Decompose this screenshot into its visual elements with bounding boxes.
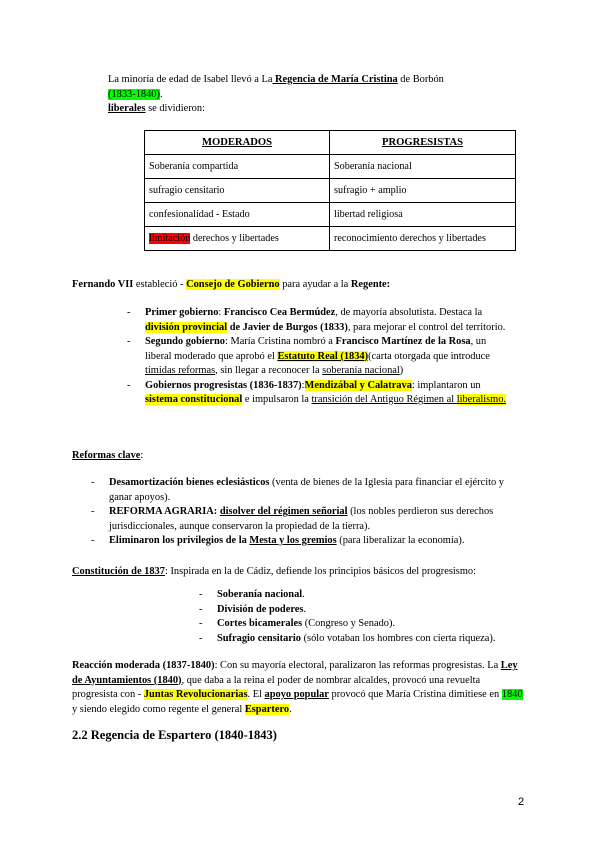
- list-item: [91, 505, 521, 534]
- table-header-row: [145, 131, 516, 155]
- primer-gobierno-label: Primer gobierno: [145, 307, 219, 318]
- list-item: [127, 306, 513, 335]
- text: , de mayoría absolutista. Destaca la: [335, 307, 483, 318]
- estatuto-real: Estatuto Real (1834): [277, 350, 369, 362]
- fernando-name: Fernando VII: [72, 279, 134, 290]
- text: (venta de bienes de la Iglesia para financiar el ejército y ganar apoyos).: [109, 477, 504, 503]
- dash-marker: -: [199, 603, 203, 615]
- regencia-maria-cristina: Regencia de María Cristina: [272, 74, 398, 85]
- table-cell: sufragio + amplio: [330, 179, 516, 203]
- text: e impulsaron la: [242, 394, 312, 405]
- liberales-label: liberales: [108, 103, 146, 114]
- header-moderados: MODERADOS: [145, 131, 330, 155]
- principle-bold: Sufragio censitario: [217, 632, 301, 644]
- page-number: 2: [518, 796, 525, 808]
- text: provocó que María Cristina dimitiese en: [328, 689, 502, 700]
- segundo-gobierno-label: Segundo gobierno: [145, 336, 225, 347]
- principle-bold: Cortes bicamerales: [217, 618, 303, 629]
- list-item: [127, 379, 513, 408]
- principle-bold: Soberanía nacional: [217, 589, 303, 600]
- dash-marker: -: [91, 535, 95, 546]
- constitucion-1837: Constitución de 1837: [72, 566, 165, 577]
- limitacion-rest: derechos y libertades: [190, 233, 279, 244]
- ley-ayuntamientos: Ley de Ayuntamientos (1840): [72, 660, 518, 686]
- text: (los nobles perdieron sus derechos jurisdiccionales, aunque conservaron la propiedad de la tierra).: [109, 506, 494, 532]
- martinez-de-la-rosa: Francisco Martínez de la Rosa: [335, 336, 471, 347]
- text: (sólo votaban los hombres con cierta riqueza).: [300, 632, 496, 644]
- text: . El: [247, 689, 265, 700]
- dash-marker: -: [127, 379, 131, 391]
- regencia-dates: (1833-1840): [108, 88, 160, 100]
- intro-paragraph: [108, 73, 518, 117]
- table-cell: sufragio censitario: [145, 179, 330, 203]
- table-cell: reconocimiento derechos y libertades: [330, 227, 516, 251]
- constitucion-paragraph: [72, 565, 527, 580]
- javier-de-burgos: de Javier de Burgos (1833): [227, 321, 348, 333]
- principle-bold: División de poderes: [217, 603, 304, 615]
- division-provincial: división provincial: [145, 321, 228, 333]
- list-item: [199, 617, 522, 632]
- dash-marker: -: [199, 618, 203, 629]
- dash-marker: -: [199, 589, 203, 600]
- fernando-paragraph: [72, 278, 522, 293]
- text: (Congreso y Senado).: [302, 618, 396, 629]
- text: .: [302, 589, 305, 600]
- list-item: [91, 534, 521, 549]
- juntas-revolucionarias: Juntas Revolucionarias: [143, 689, 248, 700]
- intro-text-borbon: de Borbón: [397, 74, 444, 85]
- dash-marker: -: [127, 307, 131, 318]
- text: , un liberal moderado que aprobó el: [145, 336, 487, 362]
- espartero: Espartero: [244, 703, 290, 715]
- text: : Inspirada en la de Cádiz, defiende los principios básicos del progresismo:: [164, 566, 477, 577]
- desamortizacion: Desamortización bienes eclesiásticos: [109, 477, 270, 488]
- liberales-text: se dividieron:: [145, 103, 205, 114]
- text: , que daba a la reina el poder de nombrar alcaldes, provocó una revuelta progresista con -: [72, 674, 481, 700]
- list-item: [127, 335, 513, 379]
- text: .: [289, 703, 292, 715]
- table-row: [145, 203, 516, 227]
- cea-bermudez: Francisco Cea Bermúdez: [223, 307, 336, 318]
- transicion-antiguo-regimen: transición del Antiguo Régimen al: [311, 394, 457, 405]
- text: .: [303, 603, 307, 615]
- dash-marker: -: [91, 477, 95, 488]
- intro-text: La minoría de edad de Isabel llevó a La: [108, 74, 273, 85]
- text: : Con su mayoría electoral, paralizaron las reformas progresistas. La: [214, 660, 501, 671]
- eliminaron-privilegios: Eliminaron los privilegios de la: [109, 535, 250, 546]
- reformas-list: [91, 476, 521, 549]
- reformas-title: Reformas clave: [72, 450, 141, 461]
- fernando-text-2: para ayudar a la: [279, 279, 351, 290]
- table-cell: confesionalidad - Estado: [145, 203, 330, 227]
- list-item: [199, 603, 522, 618]
- list-item: [199, 632, 522, 647]
- reforma-agraria: REFORMA AGRARIA:: [109, 506, 220, 517]
- table-cell: Soberanía nacional: [330, 155, 516, 179]
- list-item: [199, 588, 522, 603]
- mendizabal-calatrava: Mendizábal y Calatrava: [304, 379, 412, 391]
- table-cell: Soberanía compartida: [145, 155, 330, 179]
- text: , sin llegar a reconocer la: [215, 365, 323, 376]
- text: (carta otorgada que introduce: [368, 350, 490, 362]
- consejo-gobierno: Consejo de Gobierno: [186, 279, 280, 290]
- reformas-heading: [72, 449, 143, 464]
- text: :: [301, 379, 305, 391]
- fernando-text: estableció -: [133, 279, 187, 290]
- year-1840: 1840: [501, 689, 523, 700]
- reaccion-moderada: Reacción moderada (1837-1840): [72, 660, 215, 671]
- limitacion-highlight: limitación: [149, 233, 191, 244]
- mesta-gremios: Mesta y los gremios: [249, 535, 337, 546]
- gobiernos-list: [127, 306, 513, 408]
- intro-period: .: [159, 88, 163, 100]
- dash-marker: -: [199, 632, 203, 644]
- text: :: [140, 450, 144, 461]
- timidas-reformas: tímidas reformas: [145, 365, 216, 376]
- text: y siendo elegido como regente el general: [72, 703, 245, 715]
- liberalismo: liberalismo.: [456, 394, 507, 405]
- dash-marker: -: [91, 506, 95, 517]
- text: :: [218, 307, 224, 318]
- table-cell: libertad religiosa: [330, 203, 516, 227]
- soberania-nacional-link: soberanía nacional: [322, 365, 400, 376]
- table-cell: [145, 227, 330, 251]
- constitucion-list: [199, 588, 522, 646]
- text: ): [399, 365, 404, 376]
- apoyo-popular: apoyo popular: [264, 689, 329, 700]
- text: : implantaron un: [411, 379, 481, 391]
- text: (para liberalizar la economía).: [336, 535, 465, 546]
- regimen-senorial: disolver del régimen señorial: [219, 506, 348, 517]
- header-progresistas: PROGRESISTAS: [330, 131, 516, 155]
- dash-marker: -: [127, 336, 131, 347]
- section-title: 2.2 Regencia de Espartero (1840-1843): [72, 728, 277, 742]
- gobiernos-progresistas-label: Gobiernos progresistas (1836-1837): [145, 379, 302, 391]
- comparison-table: [144, 130, 516, 251]
- regente-label: Regente:: [350, 279, 391, 290]
- text: : María Cristina nombró a: [224, 336, 336, 347]
- sistema-constitucional: sistema constitucional: [145, 394, 243, 405]
- list-item: [91, 476, 521, 505]
- text: , para mejorar el control del territorio.: [347, 321, 506, 333]
- table-row: [145, 227, 516, 251]
- reaccion-paragraph: [72, 659, 527, 717]
- table-row: [145, 155, 516, 179]
- table-row: [145, 179, 516, 203]
